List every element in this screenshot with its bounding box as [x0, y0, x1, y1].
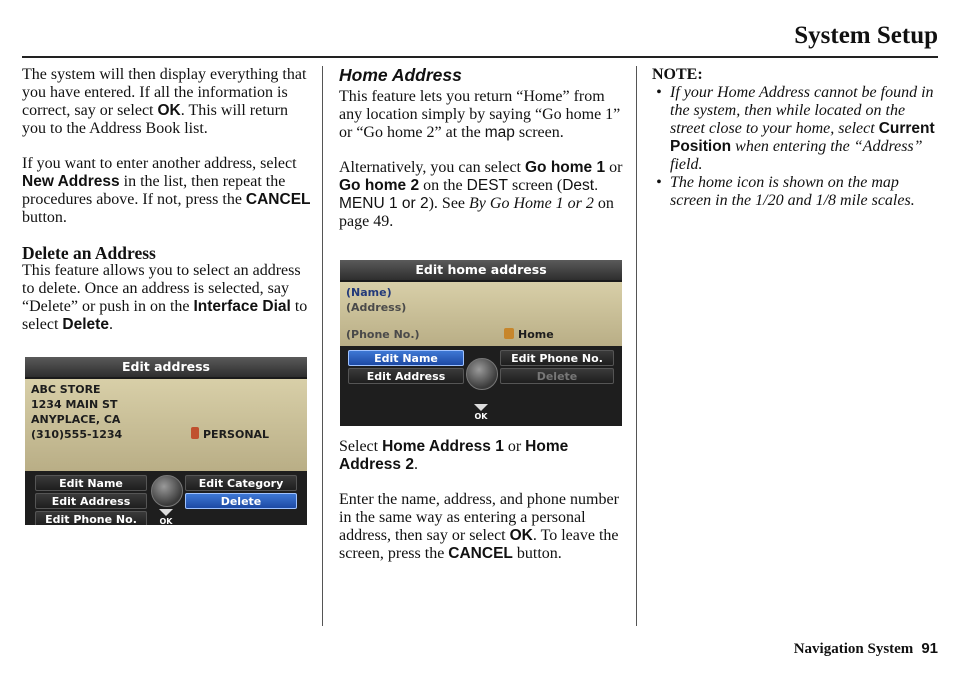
home-label: Home [518, 328, 554, 341]
column-2 [339, 66, 624, 248]
edit-address-item[interactable]: Edit Address [35, 493, 147, 509]
bullet-icon: • [656, 84, 662, 101]
edit-category-item[interactable]: Edit Category [185, 475, 297, 491]
text: on the [419, 177, 467, 194]
paragraph [339, 88, 624, 142]
column-divider [322, 66, 323, 626]
text: If you want to enter another address, select [22, 155, 297, 172]
edit-address-screen [25, 357, 307, 525]
edit-home-address-screen [340, 260, 622, 426]
text: . To leave the screen, press the [339, 527, 619, 562]
delete-label: Delete [62, 316, 109, 333]
address-placeholder: (Address) [346, 301, 407, 314]
ok-text: OK [159, 517, 173, 525]
page-number: 91 [921, 640, 938, 657]
go-home-1-label: Go home 1 [525, 159, 606, 176]
map-label: map [484, 124, 515, 141]
note-list [652, 84, 937, 210]
text: in the list, then repeat the procedures above. If not, press the [22, 173, 286, 208]
section-heading: Home Address [339, 65, 462, 85]
note-label: NOTE: [652, 66, 703, 83]
text: Alternatively, you can select [339, 159, 525, 176]
text: button. [512, 545, 562, 562]
paragraph [22, 66, 312, 138]
cancel-label: CANCEL [245, 191, 311, 208]
home-address-2-label: Home Address 2 [339, 438, 569, 473]
text: The system will then display everything that you have entered. If all the information is correct, say or select [22, 66, 307, 119]
screen-title: Edit address [25, 357, 307, 377]
new-address-label: New Address [22, 173, 120, 190]
ok-indicator [156, 509, 176, 525]
address-info-panel [25, 379, 307, 471]
delete-item[interactable]: Delete [500, 368, 614, 384]
home-icon [504, 328, 514, 339]
category-flag-icon [191, 427, 199, 439]
address-line: ABC STORE [31, 383, 101, 396]
text: If your Home Address cannot be found in the system, then while located on the street close to your home, select [670, 84, 934, 137]
home-info-panel [340, 282, 622, 346]
text: . [108, 316, 113, 333]
cross-reference: By Go Home 1 or 2 [469, 195, 594, 212]
phone-placeholder: (Phone No.) [346, 328, 420, 341]
text: ). See [428, 195, 470, 212]
interface-dial-label: Interface Dial [193, 298, 291, 315]
interface-dial-icon [151, 475, 183, 507]
dest-menu-label: Dest. MENU 1 or 2 [339, 177, 599, 212]
delete-item[interactable]: Delete [185, 493, 297, 509]
text: The home icon is shown on the map screen in the 1/20 and 1/8 mile scales. [670, 174, 915, 209]
category-label: PERSONAL [203, 428, 270, 441]
interface-dial-icon [466, 358, 498, 390]
page-footer [794, 640, 938, 658]
section-heading: Delete an Address [22, 243, 156, 263]
edit-phone-item[interactable]: Edit Phone No. [35, 511, 147, 525]
paragraph [22, 262, 312, 334]
column-3-note [652, 66, 937, 210]
title-rule [22, 56, 938, 58]
ok-label: OK [157, 102, 181, 119]
menu-area [25, 471, 307, 525]
text: screen. [514, 124, 564, 141]
edit-phone-item[interactable]: Edit Phone No. [500, 350, 614, 366]
footer-section: Navigation System [793, 641, 914, 657]
text: when entering the “Address” field. [670, 138, 923, 173]
screen-title: Edit home address [340, 260, 622, 280]
dest-label: DEST [466, 177, 508, 194]
current-position-label: Current Position [670, 120, 935, 155]
text: Select [339, 438, 383, 455]
menu-area [340, 346, 622, 426]
text: Enter the name, address, and phone number in the same way as entering a personal address, then say or select [339, 491, 619, 544]
ok-label: OK [509, 527, 533, 544]
column-1 [22, 66, 312, 351]
text: . [413, 456, 418, 473]
text: button. [22, 209, 67, 226]
paragraph [339, 438, 624, 474]
cancel-label: CANCEL [448, 545, 513, 562]
go-home-2-label: Go home 2 [339, 177, 420, 194]
text: This feature allows you to select an address to delete. Once an address is selected, say “Delete” or push in on the [22, 262, 301, 315]
name-placeholder: (Name) [346, 286, 392, 299]
column-2-lower [339, 438, 624, 580]
text: to select [22, 298, 308, 333]
text: screen ( [508, 177, 563, 194]
bullet-icon: • [656, 174, 662, 191]
address-line: ANYPLACE, CA [31, 413, 121, 426]
text: or [605, 159, 623, 176]
address-line: 1234 MAIN ST [31, 398, 118, 411]
ok-text: OK [474, 412, 488, 421]
paragraph [22, 155, 312, 227]
paragraph [339, 159, 624, 231]
text: . This will return you to the Address Book list. [22, 102, 288, 137]
text: on page 49. [339, 195, 614, 230]
phone-line: (310)555-1234 [31, 428, 123, 441]
note-item [652, 84, 937, 174]
text: This feature lets you return “Home” from any location simply by saying “Go home 1” or “Go home 2” at the [339, 88, 621, 141]
edit-address-item[interactable]: Edit Address [348, 368, 464, 384]
home-address-1-label: Home Address 1 [382, 438, 504, 455]
down-arrow-icon [159, 509, 173, 516]
edit-name-item[interactable]: Edit Name [35, 475, 147, 491]
note-item [652, 174, 937, 210]
edit-name-item[interactable]: Edit Name [348, 350, 464, 366]
ok-indicator [471, 404, 491, 421]
down-arrow-icon [474, 404, 488, 411]
text: or [503, 438, 526, 455]
page-title: System Setup [794, 22, 938, 49]
paragraph [339, 491, 624, 563]
column-divider [636, 66, 637, 626]
